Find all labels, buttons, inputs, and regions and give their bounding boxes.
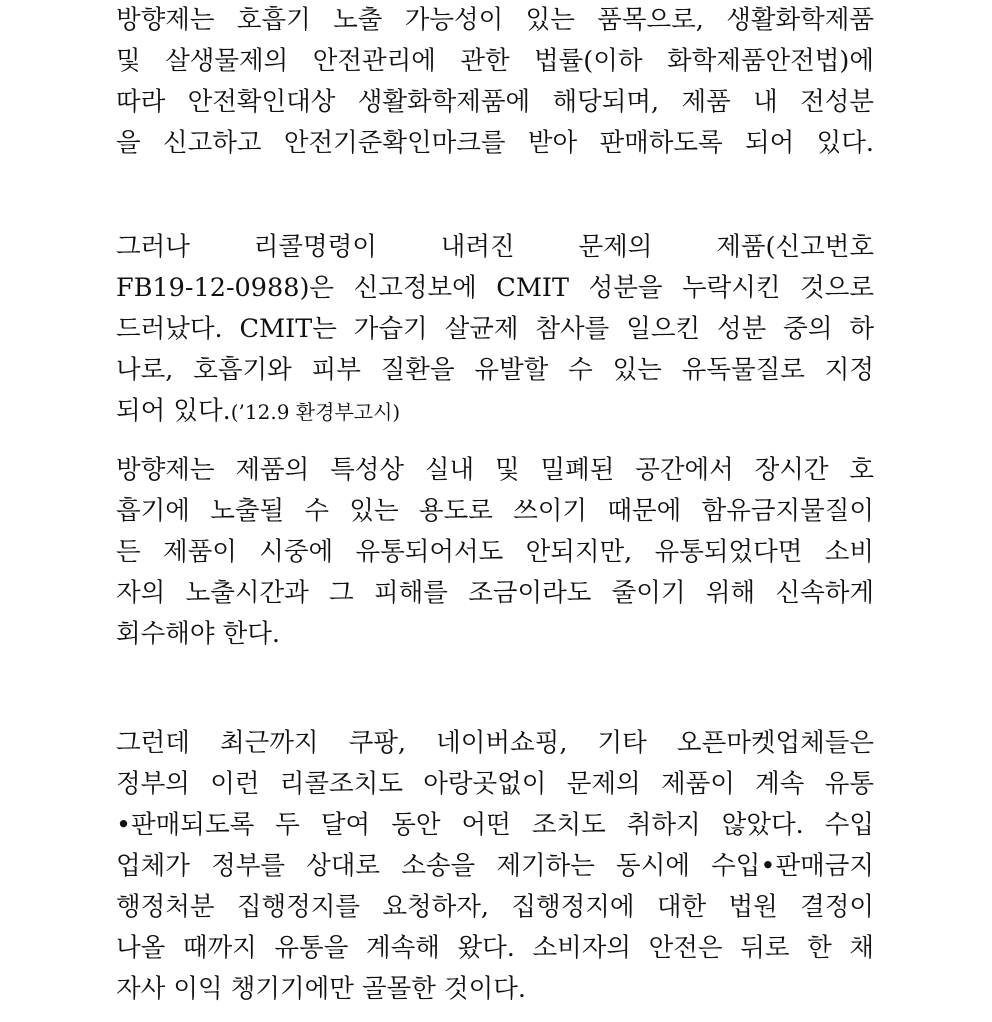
- paragraph-line: 정부의 이런 리콜조치도 아랑곳없이 문제의 제품이 계속 유통: [116, 769, 874, 799]
- paragraph-line: 든 제품이 시중에 유통되어서도 안되지만, 유통되었다면 소비: [116, 537, 874, 567]
- paragraph-line: 따라 안전확인대상 생활화학제품에 해당되며, 제품 내 전성분: [116, 87, 874, 117]
- paragraph-line: 그런데 최근까지 쿠팡, 네이버쇼핑, 기타 오픈마켓업체들은: [116, 728, 874, 758]
- paragraph-line-last: [116, 391, 874, 431]
- paragraph-line: 및 살생물제의 안전관리에 관한 법률(이하 화학제품안전법)에: [116, 46, 874, 76]
- source-note: (’12.9 환경부고시): [230, 400, 401, 424]
- paragraph-line: 자사 이익 챙기기에만 골몰한 것이다.: [116, 974, 527, 1004]
- paragraph-line: 나올 때까지 유통을 계속해 왔다. 소비자의 안전은 뒤로 한 채: [116, 933, 874, 963]
- paragraph-line: 방향제는 제품의 특성상 실내 및 밀폐된 공간에서 장시간 호: [116, 455, 874, 485]
- paragraph-line: 방향제는 호흡기 노출 가능성이 있는 품목으로, 생활화학제품: [116, 5, 874, 35]
- paragraph-line: 업체가 정부를 상대로 소송을 제기하는 동시에 수입•판매금지: [116, 851, 874, 881]
- paragraph-line: 흡기에 노출될 수 있는 용도로 쓰이기 때문에 함유금지물질이: [116, 496, 874, 526]
- paragraph-line: •판매되도록 두 달여 동안 어떤 조치도 취하지 않았다. 수입: [116, 810, 874, 840]
- paragraph-line: FB19-12-0988)은 신고정보에 CMIT 성분을 누락시킨 것으로: [116, 273, 874, 303]
- paragraph-line: 자의 노출시간과 그 피해를 조금이라도 줄이기 위해 신속하게: [116, 578, 874, 608]
- paragraph-line: 회수해야 한다.: [116, 619, 281, 649]
- paragraph-line: 행정처분 집행정지를 요청하자, 집행정지에 대한 법원 결정이: [116, 892, 874, 922]
- paragraph-line: 드러났다. CMIT는 가습기 살균제 참사를 일으킨 성분 중의 하: [116, 314, 874, 344]
- paragraph-line: 나로, 호흡기와 피부 질환을 유발할 수 있는 유독물질로 지정: [116, 355, 874, 385]
- paragraph-line: 을 신고하고 안전기준확인마크를 받아 판매하도록 되어 있다.: [116, 128, 874, 158]
- paragraph-line: 그러나 리콜명령이 내려진 문제의 제품(신고번호: [116, 232, 874, 262]
- paragraph-text: 되어 있다.: [116, 396, 231, 426]
